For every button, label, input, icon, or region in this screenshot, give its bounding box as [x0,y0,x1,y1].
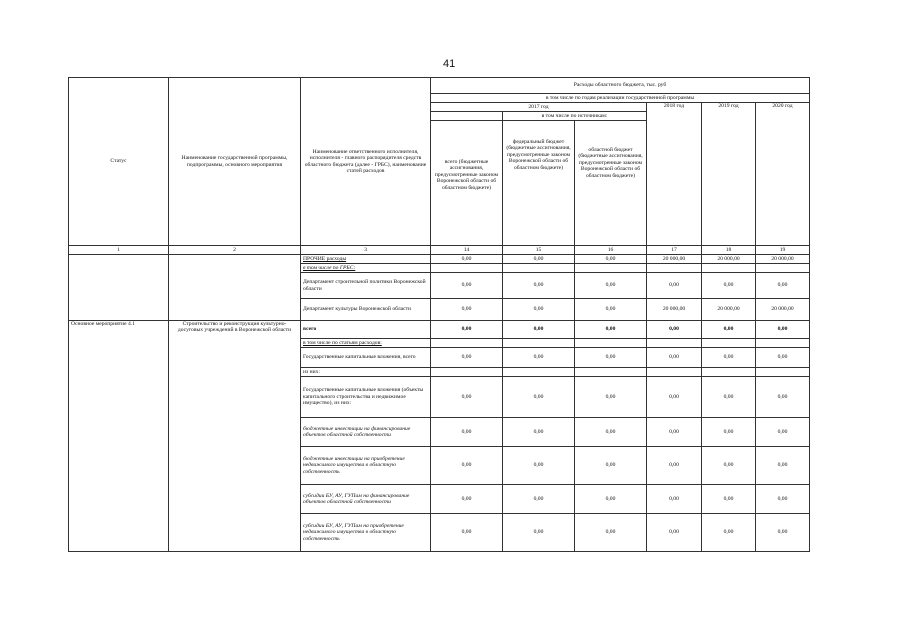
value-cell-empty [647,339,702,348]
header-program-name: Наименование государственной программы, подпрограммы, основного мероприятия [169,78,301,246]
header-regional-source: областной бюджет (бюджетные ассигнования, предусмотренные законом Воронежской области об областном бюджете) [578,147,643,179]
value-cell: 0,00 [702,447,756,485]
value-cell-empty [503,264,575,273]
header-total-source [431,112,503,246]
value-cell: 0,00 [702,485,756,514]
column-number: 19 [756,246,810,255]
value-cell: 0,00 [575,418,647,447]
value-cell: 0,00 [702,418,756,447]
row-label: бюджетные инвестиции на финансирование объектов областной собственности [301,418,431,447]
header-by-sources: в том числе по источникам: [541,113,608,119]
value-cell: 0,00 [702,377,756,418]
row-label: всего [301,321,431,339]
value-cell: 0,00 [647,485,702,514]
value-cell: 0,00 [503,377,575,418]
column-number: 3 [301,246,431,255]
value-cell: 0,00 [647,377,702,418]
value-cell: 0,00 [503,299,575,321]
value-cell: 0,00 [431,299,503,321]
main-event-name: Строительство и реконструкция культурно-досуговых учреждений в Воронежской области [169,321,301,552]
header-federal-source: федеральный бюджет (бюджетные ассигнования, предусмотренные законом Воронежской области об областном бюджете) [503,121,575,245]
value-cell-empty [647,368,702,377]
row-label: Департамент культуры Воронежской области [301,299,431,321]
value-cell-empty [702,264,756,273]
value-cell: 0,00 [503,418,575,447]
row-label: Государственные капитальные вложения (объекты капитального строительства и недвижимое имущество), из них: [301,377,431,418]
value-cell-empty [756,339,810,348]
value-cell: 0,00 [756,273,810,299]
row-label: в том числе по ГРБС: [301,264,431,273]
value-cell-empty [431,339,503,348]
value-cell: 0,00 [647,321,702,339]
value-cell: 0,00 [575,485,647,514]
value-cell-empty [503,339,575,348]
value-cell: 20 000,00 [756,255,810,264]
header-year-2019: 2019 год [702,103,756,246]
value-cell-empty [503,368,575,377]
value-cell: 0,00 [575,447,647,485]
value-cell: 0,00 [702,321,756,339]
value-cell: 0,00 [756,447,810,485]
row-label: бюджетные инвестиции на приобретение недвижимого имущества в областную собственность [301,447,431,485]
value-cell: 0,00 [575,514,647,552]
row-label: Департамент строительной политики Воронежской области [301,273,431,299]
main-event-status: Основное мероприятие 4.1 [69,321,169,552]
header-year-2018: 2018 год [647,103,702,246]
value-cell: 0,00 [503,321,575,339]
value-cell-empty [702,368,756,377]
value-cell-empty [431,264,503,273]
value-cell: 0,00 [756,485,810,514]
value-cell: 0,00 [431,447,503,485]
value-cell: 0,00 [431,377,503,418]
value-cell: 0,00 [702,348,756,368]
value-cell: 20 000,00 [647,255,702,264]
header-year-2020: 2020 год [756,103,810,246]
row-label: субсидии БУ, АУ, ГУПам на приобретение недвижимого имущества в областную собственность [301,514,431,552]
column-number: 18 [702,246,756,255]
value-cell: 0,00 [503,255,575,264]
value-cell-empty [575,368,647,377]
value-cell: 0,00 [647,348,702,368]
value-cell: 0,00 [431,514,503,552]
column-number: 2 [169,246,301,255]
value-cell: 20 000,00 [702,299,756,321]
value-cell: 0,00 [647,514,702,552]
value-cell-empty [647,264,702,273]
header-executor: Наименование ответственного исполнителя, исполнителя - главного распорядителя средств областного бюджета (далее - ГРБС), наименование статей расходов [301,78,431,246]
budget-table [68,77,810,552]
header-by-years: в том числе по годам реализации государственной программы [431,94,810,103]
value-cell: 0,00 [575,255,647,264]
value-cell: 0,00 [575,273,647,299]
column-number: 15 [503,246,575,255]
value-cell: 20 000,00 [647,299,702,321]
status-cell-empty [69,255,169,321]
value-cell-empty [756,368,810,377]
column-number: 16 [575,246,647,255]
header-total-source-text: всего (бюджетные ассигнования, предусмотренные законом Воронежской области об областном бюджете) [431,120,502,191]
value-cell-empty [575,339,647,348]
value-cell: 0,00 [756,321,810,339]
value-cell: 0,00 [503,447,575,485]
value-cell: 0,00 [575,348,647,368]
value-cell: 0,00 [702,514,756,552]
value-cell: 0,00 [431,418,503,447]
header-expenses-title: Расходы областного бюджета, тыс. руб [431,78,810,94]
value-cell: 0,00 [756,348,810,368]
column-number: 17 [647,246,702,255]
row-label: из них: [301,368,431,377]
value-cell: 20 000,00 [756,299,810,321]
column-number: 14 [431,246,503,255]
row-label: в том числе по статьям расходов: [301,339,431,348]
value-cell: 0,00 [503,273,575,299]
value-cell: 0,00 [702,273,756,299]
row-label: ПРОЧИЕ расходы [301,255,431,264]
header-year-2017: 2017 год [431,103,647,112]
value-cell: 0,00 [756,377,810,418]
value-cell: 0,00 [575,321,647,339]
value-cell: 0,00 [575,377,647,418]
value-cell-empty [431,368,503,377]
row-label: субсидии БУ, АУ, ГУПам на финансирование объектов областной собственности [301,485,431,514]
value-cell: 0,00 [756,418,810,447]
value-cell: 0,00 [503,514,575,552]
value-cell: 0,00 [503,485,575,514]
value-cell: 0,00 [431,485,503,514]
value-cell: 0,00 [647,273,702,299]
value-cell: 0,00 [647,447,702,485]
value-cell-empty [575,264,647,273]
value-cell-empty [702,339,756,348]
value-cell: 0,00 [756,514,810,552]
header-sources-group [503,112,647,246]
value-cell: 0,00 [575,299,647,321]
column-number: 1 [69,246,169,255]
value-cell: 0,00 [431,273,503,299]
value-cell: 0,00 [431,321,503,339]
value-cell: 0,00 [431,255,503,264]
row-label: Государственные капитальные вложения, всего [301,348,431,368]
value-cell: 0,00 [431,348,503,368]
value-cell: 0,00 [503,348,575,368]
value-cell: 20 000,00 [702,255,756,264]
program-name-cell-empty [169,255,301,321]
header-status: Статус [69,78,169,246]
page-number: 41 [443,58,456,70]
value-cell-empty [756,264,810,273]
value-cell: 0,00 [647,418,702,447]
